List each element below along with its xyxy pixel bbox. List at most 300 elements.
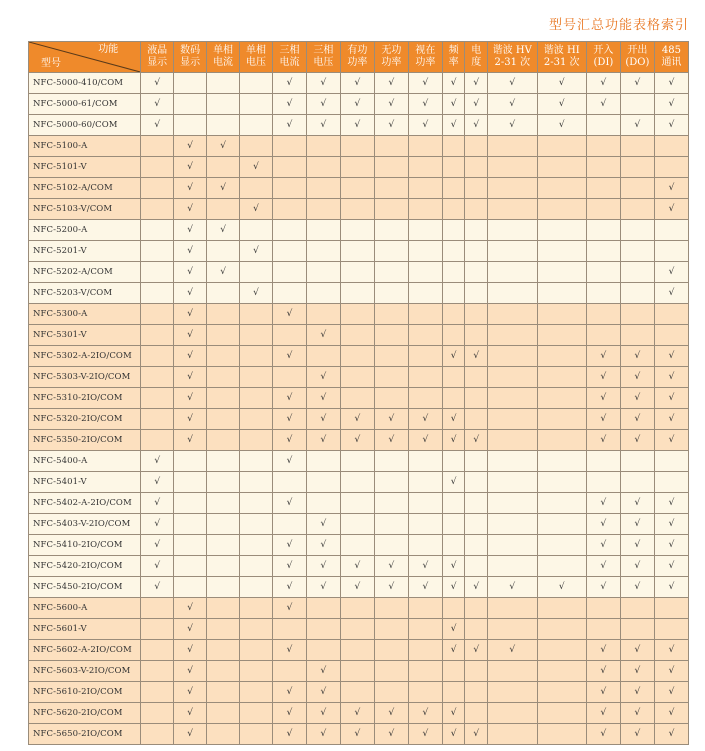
empty-cell — [374, 619, 408, 640]
empty-cell — [465, 493, 488, 514]
check-cell: √ — [488, 577, 537, 598]
check-cell: √ — [306, 577, 340, 598]
empty-cell — [537, 136, 586, 157]
empty-cell — [442, 535, 465, 556]
empty-cell — [374, 493, 408, 514]
check-cell: √ — [272, 598, 306, 619]
empty-cell — [306, 178, 340, 199]
empty-cell — [340, 451, 374, 472]
empty-cell — [207, 703, 240, 724]
check-cell: √ — [620, 409, 654, 430]
empty-cell — [141, 178, 174, 199]
empty-cell — [620, 94, 654, 115]
header-cell-line: 数码 — [180, 45, 201, 56]
empty-cell — [537, 157, 586, 178]
check-cell: √ — [620, 73, 654, 94]
empty-cell — [340, 388, 374, 409]
empty-cell — [465, 304, 488, 325]
empty-cell — [537, 493, 586, 514]
empty-cell — [340, 493, 374, 514]
empty-cell — [654, 241, 688, 262]
check-cell: √ — [174, 220, 207, 241]
empty-cell — [240, 367, 273, 388]
check-cell: √ — [654, 556, 688, 577]
empty-cell — [442, 283, 465, 304]
empty-cell — [442, 157, 465, 178]
empty-cell — [488, 199, 537, 220]
empty-cell — [240, 325, 273, 346]
check-cell: √ — [620, 115, 654, 136]
empty-cell — [207, 325, 240, 346]
table-row — [29, 325, 689, 346]
header-cell — [207, 42, 240, 73]
header-function-label: 功能 — [98, 44, 119, 55]
check-cell: √ — [174, 724, 207, 745]
table-row — [29, 220, 689, 241]
empty-cell — [141, 346, 174, 367]
empty-cell — [586, 472, 620, 493]
check-cell: √ — [174, 598, 207, 619]
empty-cell — [488, 367, 537, 388]
empty-cell — [537, 325, 586, 346]
check-cell: √ — [620, 724, 654, 745]
empty-cell — [141, 619, 174, 640]
check-cell: √ — [488, 73, 537, 94]
empty-cell — [465, 451, 488, 472]
check-cell: √ — [340, 115, 374, 136]
check-cell: √ — [442, 640, 465, 661]
empty-cell — [340, 619, 374, 640]
empty-cell — [488, 325, 537, 346]
check-cell: √ — [586, 556, 620, 577]
check-cell: √ — [306, 388, 340, 409]
empty-cell — [240, 409, 273, 430]
empty-cell — [174, 577, 207, 598]
empty-cell — [488, 241, 537, 262]
header-cell-line: 电流 — [279, 57, 300, 68]
empty-cell — [374, 220, 408, 241]
empty-cell — [374, 388, 408, 409]
check-cell: √ — [272, 409, 306, 430]
empty-cell — [442, 367, 465, 388]
empty-cell — [488, 682, 537, 703]
empty-cell — [537, 598, 586, 619]
check-cell: √ — [174, 304, 207, 325]
empty-cell — [207, 619, 240, 640]
empty-cell — [340, 346, 374, 367]
model-cell: NFC-5610-2IO/COM — [29, 682, 141, 703]
model-cell: NFC-5200-A — [29, 220, 141, 241]
empty-cell — [408, 136, 442, 157]
check-cell: √ — [408, 703, 442, 724]
empty-cell — [306, 157, 340, 178]
check-cell: √ — [141, 535, 174, 556]
model-cell: NFC-5402-A-2IO/COM — [29, 493, 141, 514]
model-cell: NFC-5000-60/COM — [29, 115, 141, 136]
header-cell-line: 谐波 HV — [492, 45, 532, 56]
empty-cell — [340, 535, 374, 556]
check-cell: √ — [586, 493, 620, 514]
check-cell: √ — [374, 703, 408, 724]
table-row — [29, 388, 689, 409]
empty-cell — [465, 262, 488, 283]
empty-cell — [537, 451, 586, 472]
check-cell: √ — [654, 388, 688, 409]
header-cell-line: 单相 — [246, 45, 266, 56]
check-cell: √ — [141, 451, 174, 472]
empty-cell — [537, 304, 586, 325]
check-cell: √ — [374, 556, 408, 577]
empty-cell — [586, 178, 620, 199]
empty-cell — [465, 136, 488, 157]
check-cell: √ — [654, 661, 688, 682]
empty-cell — [306, 619, 340, 640]
empty-cell — [488, 157, 537, 178]
empty-cell — [174, 556, 207, 577]
empty-cell — [488, 388, 537, 409]
check-cell: √ — [620, 493, 654, 514]
empty-cell — [306, 640, 340, 661]
empty-cell — [240, 262, 273, 283]
check-cell: √ — [654, 115, 688, 136]
empty-cell — [488, 430, 537, 451]
table-row — [29, 199, 689, 220]
table-row — [29, 703, 689, 724]
empty-cell — [620, 451, 654, 472]
empty-cell — [240, 493, 273, 514]
check-cell: √ — [586, 703, 620, 724]
empty-cell — [306, 304, 340, 325]
empty-cell — [586, 283, 620, 304]
check-cell: √ — [174, 430, 207, 451]
check-cell: √ — [340, 94, 374, 115]
empty-cell — [240, 577, 273, 598]
empty-cell — [207, 535, 240, 556]
empty-cell — [408, 598, 442, 619]
empty-cell — [488, 598, 537, 619]
empty-cell — [488, 283, 537, 304]
empty-cell — [240, 115, 273, 136]
empty-cell — [465, 241, 488, 262]
empty-cell — [654, 136, 688, 157]
empty-cell — [488, 724, 537, 745]
check-cell: √ — [174, 409, 207, 430]
check-cell: √ — [174, 157, 207, 178]
check-cell: √ — [272, 724, 306, 745]
empty-cell — [207, 556, 240, 577]
check-cell: √ — [586, 577, 620, 598]
check-cell: √ — [408, 115, 442, 136]
empty-cell — [207, 94, 240, 115]
empty-cell — [537, 661, 586, 682]
header-cell-line: (DO) — [625, 57, 650, 68]
header-cell-line: 频 — [448, 45, 459, 56]
check-cell: √ — [340, 556, 374, 577]
model-cell: NFC-5620-2IO/COM — [29, 703, 141, 724]
check-cell: √ — [465, 115, 488, 136]
page-title: 型号汇总功能表格索引 — [548, 18, 689, 33]
check-cell: √ — [488, 115, 537, 136]
check-cell: √ — [174, 640, 207, 661]
check-cell: √ — [272, 640, 306, 661]
check-cell: √ — [442, 94, 465, 115]
empty-cell — [465, 598, 488, 619]
check-cell: √ — [207, 220, 240, 241]
table-row — [29, 556, 689, 577]
header-cell-line: 电压 — [313, 57, 334, 68]
check-cell: √ — [408, 724, 442, 745]
check-cell: √ — [586, 409, 620, 430]
empty-cell — [408, 451, 442, 472]
check-cell: √ — [620, 661, 654, 682]
empty-cell — [141, 241, 174, 262]
empty-cell — [654, 472, 688, 493]
empty-cell — [586, 241, 620, 262]
check-cell: √ — [272, 451, 306, 472]
check-cell: √ — [442, 430, 465, 451]
check-cell: √ — [272, 577, 306, 598]
header-cell-line: 功率 — [347, 57, 368, 68]
check-cell: √ — [620, 430, 654, 451]
empty-cell — [654, 619, 688, 640]
empty-cell — [272, 178, 306, 199]
check-cell: √ — [620, 346, 654, 367]
empty-cell — [306, 283, 340, 304]
check-cell: √ — [654, 430, 688, 451]
check-cell: √ — [465, 94, 488, 115]
table-row — [29, 661, 689, 682]
empty-cell — [537, 220, 586, 241]
check-cell: √ — [408, 430, 442, 451]
empty-cell — [537, 346, 586, 367]
check-cell: √ — [442, 409, 465, 430]
header-cell — [408, 42, 442, 73]
check-cell: √ — [537, 577, 586, 598]
empty-cell — [442, 136, 465, 157]
model-cell: NFC-5202-A/COM — [29, 262, 141, 283]
empty-cell — [586, 262, 620, 283]
empty-cell — [465, 178, 488, 199]
empty-cell — [654, 157, 688, 178]
empty-cell — [537, 514, 586, 535]
check-cell: √ — [586, 94, 620, 115]
empty-cell — [537, 388, 586, 409]
check-cell: √ — [537, 94, 586, 115]
empty-cell — [240, 724, 273, 745]
empty-cell — [240, 220, 273, 241]
check-cell: √ — [586, 682, 620, 703]
check-cell: √ — [408, 409, 442, 430]
empty-cell — [408, 325, 442, 346]
check-cell: √ — [620, 388, 654, 409]
empty-cell — [465, 619, 488, 640]
check-cell: √ — [442, 724, 465, 745]
empty-cell — [488, 451, 537, 472]
empty-cell — [340, 514, 374, 535]
check-cell: √ — [272, 556, 306, 577]
check-cell: √ — [340, 577, 374, 598]
empty-cell — [240, 619, 273, 640]
header-cell-line: 率 — [448, 57, 459, 68]
check-cell: √ — [272, 703, 306, 724]
check-cell: √ — [654, 283, 688, 304]
empty-cell — [207, 115, 240, 136]
check-cell: √ — [207, 178, 240, 199]
empty-cell — [340, 136, 374, 157]
check-cell: √ — [340, 724, 374, 745]
check-cell: √ — [654, 577, 688, 598]
empty-cell — [442, 682, 465, 703]
check-cell: √ — [586, 73, 620, 94]
check-cell: √ — [174, 619, 207, 640]
empty-cell — [465, 661, 488, 682]
check-cell: √ — [586, 367, 620, 388]
check-cell: √ — [465, 577, 488, 598]
empty-cell — [340, 661, 374, 682]
empty-cell — [374, 367, 408, 388]
empty-cell — [374, 136, 408, 157]
empty-cell — [442, 220, 465, 241]
empty-cell — [408, 514, 442, 535]
empty-cell — [537, 367, 586, 388]
empty-cell — [306, 199, 340, 220]
table-row — [29, 283, 689, 304]
check-cell: √ — [465, 724, 488, 745]
table-row — [29, 241, 689, 262]
empty-cell — [442, 199, 465, 220]
empty-cell — [442, 661, 465, 682]
empty-cell — [207, 241, 240, 262]
empty-cell — [374, 451, 408, 472]
empty-cell — [620, 220, 654, 241]
empty-cell — [240, 682, 273, 703]
empty-cell — [408, 346, 442, 367]
header-cell-line: 谐波 HI — [543, 45, 580, 56]
empty-cell — [240, 598, 273, 619]
check-cell: √ — [374, 115, 408, 136]
empty-cell — [586, 220, 620, 241]
empty-cell — [207, 304, 240, 325]
empty-cell — [207, 682, 240, 703]
check-cell: √ — [465, 430, 488, 451]
empty-cell — [586, 304, 620, 325]
empty-cell — [408, 178, 442, 199]
empty-cell — [408, 661, 442, 682]
header-cell-line: (DI) — [593, 57, 614, 68]
empty-cell — [488, 262, 537, 283]
check-cell: √ — [141, 493, 174, 514]
model-cell: NFC-5303-V-2IO/COM — [29, 367, 141, 388]
empty-cell — [620, 472, 654, 493]
check-cell: √ — [174, 283, 207, 304]
check-cell: √ — [340, 703, 374, 724]
check-cell: √ — [306, 724, 340, 745]
table-row — [29, 94, 689, 115]
check-cell: √ — [272, 493, 306, 514]
empty-cell — [340, 241, 374, 262]
check-cell: √ — [537, 73, 586, 94]
empty-cell — [620, 619, 654, 640]
check-cell: √ — [306, 514, 340, 535]
header-cell-line: 电压 — [246, 57, 266, 68]
empty-cell — [240, 472, 273, 493]
empty-cell — [465, 199, 488, 220]
model-cell: NFC-5401-V — [29, 472, 141, 493]
table-row — [29, 619, 689, 640]
empty-cell — [537, 472, 586, 493]
check-cell: √ — [174, 136, 207, 157]
empty-cell — [586, 598, 620, 619]
check-cell: √ — [374, 409, 408, 430]
empty-cell — [174, 493, 207, 514]
check-cell: √ — [272, 115, 306, 136]
check-cell: √ — [488, 640, 537, 661]
empty-cell — [537, 430, 586, 451]
model-cell: NFC-5410-2IO/COM — [29, 535, 141, 556]
empty-cell — [141, 199, 174, 220]
empty-cell — [465, 682, 488, 703]
table-row — [29, 577, 689, 598]
empty-cell — [240, 178, 273, 199]
check-cell: √ — [620, 703, 654, 724]
check-cell: √ — [272, 535, 306, 556]
empty-cell — [306, 598, 340, 619]
empty-cell — [240, 430, 273, 451]
empty-cell — [586, 325, 620, 346]
table-row — [29, 136, 689, 157]
empty-cell — [207, 430, 240, 451]
table-row — [29, 178, 689, 199]
check-cell: √ — [620, 640, 654, 661]
check-cell: √ — [340, 409, 374, 430]
check-cell: √ — [654, 346, 688, 367]
empty-cell — [374, 472, 408, 493]
empty-cell — [240, 703, 273, 724]
check-cell: √ — [586, 388, 620, 409]
empty-cell — [537, 556, 586, 577]
empty-cell — [240, 388, 273, 409]
empty-cell — [374, 304, 408, 325]
model-cell: NFC-5201-V — [29, 241, 141, 262]
empty-cell — [620, 178, 654, 199]
model-cell: NFC-5603-V-2IO/COM — [29, 661, 141, 682]
empty-cell — [141, 367, 174, 388]
check-cell: √ — [207, 262, 240, 283]
table-row — [29, 598, 689, 619]
check-cell: √ — [340, 73, 374, 94]
empty-cell — [207, 598, 240, 619]
check-cell: √ — [374, 94, 408, 115]
check-cell: √ — [442, 115, 465, 136]
empty-cell — [442, 178, 465, 199]
empty-cell — [174, 94, 207, 115]
empty-cell — [174, 535, 207, 556]
check-cell: √ — [306, 556, 340, 577]
empty-cell — [272, 220, 306, 241]
empty-cell — [141, 304, 174, 325]
empty-cell — [174, 451, 207, 472]
empty-cell — [408, 241, 442, 262]
empty-cell — [465, 388, 488, 409]
check-cell: √ — [306, 703, 340, 724]
empty-cell — [408, 493, 442, 514]
check-cell: √ — [306, 367, 340, 388]
empty-cell — [174, 472, 207, 493]
empty-cell — [207, 367, 240, 388]
check-cell: √ — [272, 430, 306, 451]
check-cell: √ — [306, 682, 340, 703]
header-corner-cell — [29, 42, 141, 73]
